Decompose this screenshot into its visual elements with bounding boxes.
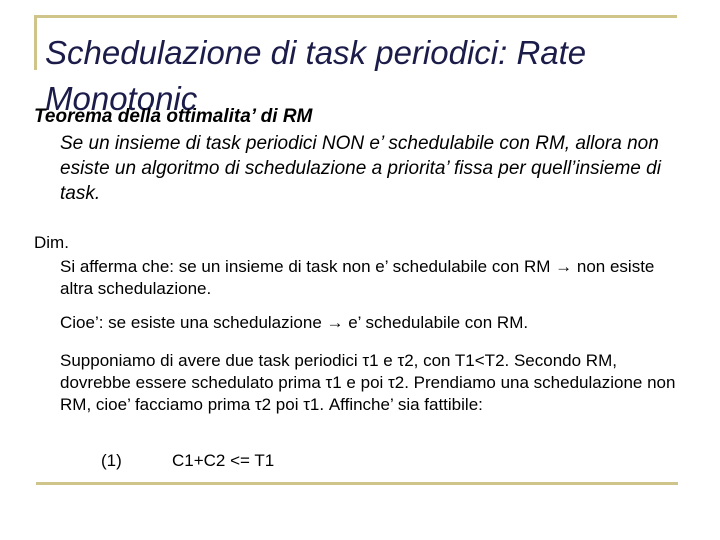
top-accent-bar: [34, 15, 677, 18]
formula-number: (1): [101, 451, 122, 470]
proof-paragraph: Cioe’: se esiste una schedulazione → e’ schedulabile con RM.: [60, 313, 529, 332]
proof-label: Dim.: [34, 233, 69, 252]
formula-expression: C1+C2 <= T1: [172, 451, 275, 470]
theorem-heading: Teorema della ottimalita’ di RM: [34, 106, 313, 127]
slide-title: Schedulazione di task periodici: Rate Monotonic: [45, 34, 587, 117]
bottom-accent-bar: [36, 482, 678, 485]
left-accent-bar: [34, 15, 37, 70]
theorem-statement: Se un insieme di task periodici NON e’ schedulabile con RM, allora non esiste un algoritmo di schedulazione a priorita’ fissa per quell’insieme di task.: [60, 133, 661, 204]
proof-paragraph: Si afferma che: se un insieme di task non e’ schedulabile con RM → non esiste altra schedulazione.: [60, 257, 655, 298]
proof-paragraph: Supponiamo di avere due task periodici τ1 e τ2, con T1<T2. Secondo RM, dovrebbe essere schedulato prima τ1 e poi τ2. Prendiamo una schedulazione non RM, cioe’ facciamo prima τ2 poi τ1. Affinche’ sia fattibile:: [60, 351, 676, 414]
